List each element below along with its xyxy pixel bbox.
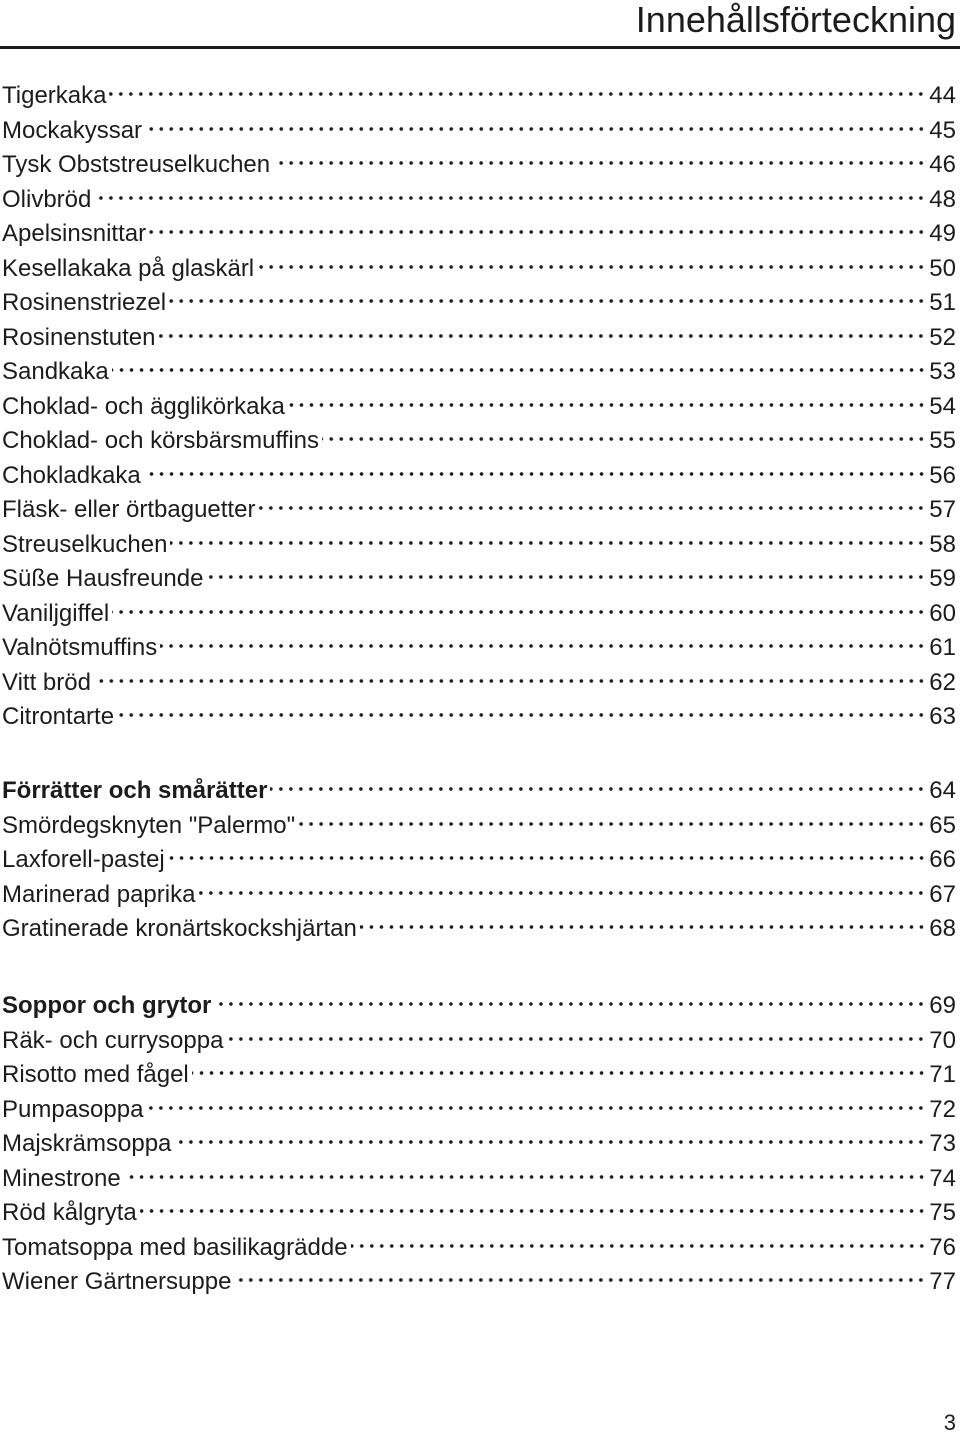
- toc-entry-label: Tomatsoppa med basilikagrädde: [2, 1233, 348, 1261]
- toc-section-starters: [2, 774, 956, 947]
- toc-entry-page: 77: [929, 1268, 956, 1295]
- dot-leader: [124, 1174, 927, 1180]
- toc-entry-page: 74: [929, 1164, 956, 1192]
- toc-entry-label: Fläsk- eller örtbaguetter: [2, 496, 256, 523]
- dot-leader: [273, 160, 926, 166]
- toc-entry-label: Valnötsmuffins: [2, 634, 158, 661]
- toc-section-heading[interactable]: [2, 774, 956, 809]
- toc-entry-label: Wiener Gärtnersuppe: [2, 1268, 232, 1295]
- toc-entry-page: 75: [929, 1199, 956, 1226]
- toc-entry-page: 46: [929, 151, 956, 178]
- page-number: 3: [943, 1410, 956, 1435]
- toc-entry[interactable]: [2, 286, 956, 321]
- dot-leader: [168, 855, 927, 861]
- toc-entry-label: Tigerkaka: [2, 82, 107, 109]
- toc-entry-page: 59: [929, 565, 956, 592]
- toc-entry-page: 53: [929, 358, 956, 385]
- toc-entry-label: Citrontarte: [2, 703, 115, 730]
- dot-leader: [192, 1070, 927, 1076]
- toc-entry-page: 66: [929, 846, 956, 873]
- toc-entry[interactable]: [2, 1265, 956, 1300]
- toc-entry-page: 49: [929, 220, 956, 247]
- toc-entry-page: 65: [929, 811, 956, 839]
- dot-leader: [322, 436, 926, 442]
- toc-entry[interactable]: [2, 355, 956, 390]
- dot-leader: [360, 924, 926, 930]
- toc-entry[interactable]: [2, 114, 956, 149]
- dot-leader: [158, 333, 926, 339]
- toc-entry[interactable]: [2, 631, 956, 666]
- toc-entry-page: 48: [929, 185, 956, 213]
- toc-entry[interactable]: [2, 1058, 956, 1093]
- toc-entry-label: Vaniljgiffel: [2, 599, 110, 627]
- toc-entry-page: 62: [929, 668, 956, 696]
- toc-entry-label: Apelsinsnittar: [2, 220, 147, 247]
- toc-entry-label: Choklad- och ägglikörkaka: [2, 392, 285, 420]
- toc-entry-page: 58: [929, 530, 956, 558]
- toc-entry-label: Chokladkaka: [2, 461, 141, 489]
- dot-leader: [94, 195, 926, 201]
- toc-entry-label: Rosinenstriezel: [2, 289, 167, 316]
- toc-entry-page: 50: [929, 254, 956, 282]
- toc-entry[interactable]: [2, 1127, 956, 1162]
- dot-leader: [174, 1139, 926, 1145]
- title-divider: [0, 46, 960, 49]
- dot-leader: [257, 264, 926, 270]
- dot-leader: [112, 609, 926, 615]
- toc-entry-page: 55: [929, 427, 956, 454]
- dot-leader: [206, 574, 926, 580]
- toc-entry-label: Rosinenstuten: [2, 323, 156, 351]
- dot-leader: [198, 890, 926, 896]
- dot-leader: [94, 678, 926, 684]
- toc-entry[interactable]: [2, 424, 956, 459]
- toc-entry-page: 63: [929, 703, 956, 730]
- toc-entry[interactable]: [2, 666, 956, 701]
- dot-leader: [117, 712, 926, 718]
- toc-heading-label: Förrätter och smårätter: [2, 777, 268, 804]
- dot-leader: [214, 1001, 926, 1007]
- toc-entry[interactable]: [2, 459, 956, 494]
- toc-entry-label: Röd kålgryta: [2, 1199, 137, 1226]
- toc-entry-page: 57: [929, 496, 956, 523]
- toc-heading-page: 69: [929, 992, 956, 1019]
- toc-entry-label: Minestrone: [2, 1164, 121, 1192]
- toc-entry[interactable]: [2, 1196, 956, 1231]
- toc-entry-label: Süße Hausfreunde: [2, 565, 204, 592]
- toc-entry-page: 61: [929, 634, 956, 661]
- toc-heading-page: 64: [929, 777, 956, 804]
- toc-entry-label: Smördegsknyten "Palermo": [2, 811, 296, 839]
- dot-leader: [149, 229, 926, 235]
- dot-leader: [270, 786, 926, 792]
- toc-entry[interactable]: [2, 912, 956, 947]
- dot-leader: [144, 471, 927, 477]
- dot-leader: [170, 540, 926, 546]
- toc-entry[interactable]: [2, 1093, 956, 1128]
- toc-entry[interactable]: [2, 700, 956, 735]
- toc-entry[interactable]: [2, 528, 956, 563]
- toc-entry[interactable]: [2, 597, 956, 632]
- toc-entry-label: Risotto med fågel: [2, 1061, 189, 1088]
- toc-entry-label: Marinerad paprika: [2, 880, 196, 908]
- toc-entry-page: 44: [929, 82, 956, 109]
- dot-leader: [160, 643, 926, 649]
- toc-entry-page: 67: [929, 880, 956, 908]
- toc-entry[interactable]: [2, 79, 956, 114]
- toc-entry-label: Olivbröd: [2, 185, 92, 213]
- toc-entry[interactable]: [2, 493, 956, 528]
- toc-entry-label: Vitt bröd: [2, 668, 91, 696]
- toc-entry-page: 52: [929, 323, 956, 351]
- toc-entry-label: Laxforell-pastej: [2, 846, 165, 873]
- toc-entry-page: 70: [929, 1026, 956, 1054]
- dot-leader: [351, 1243, 927, 1249]
- toc-entry-page: 60: [929, 599, 956, 627]
- toc-entry-label: Gratinerade kronärtskockshjärtan: [2, 915, 357, 942]
- toc-entry[interactable]: [2, 809, 956, 844]
- toc-entry[interactable]: [2, 1162, 956, 1197]
- toc-entry-page: 54: [929, 392, 956, 420]
- toc-entry-label: Sandkaka: [2, 358, 109, 385]
- toc-entry[interactable]: [2, 1024, 956, 1059]
- toc-entry[interactable]: [2, 878, 956, 913]
- dot-leader: [140, 1208, 927, 1214]
- toc-section-baking: [2, 79, 956, 735]
- dot-leader: [145, 126, 926, 132]
- toc-entry[interactable]: [2, 217, 956, 252]
- toc-entry-page: 73: [929, 1130, 956, 1157]
- toc-entry[interactable]: [2, 183, 956, 218]
- toc-entry-page: 45: [929, 116, 956, 144]
- toc-entry-label: Streuselkuchen: [2, 530, 168, 558]
- dot-leader: [234, 1277, 926, 1283]
- toc-heading-label: Soppor och grytor: [2, 992, 212, 1019]
- toc-entry-page: 56: [929, 461, 956, 489]
- toc-entry[interactable]: [2, 321, 956, 356]
- dot-leader: [169, 298, 926, 304]
- dot-leader: [258, 505, 926, 511]
- toc-entry[interactable]: [2, 390, 956, 425]
- toc-entry-label: Kesellakaka på glaskärl: [2, 254, 255, 282]
- toc-entry[interactable]: [2, 843, 956, 878]
- toc-entry[interactable]: [2, 562, 956, 597]
- toc-entry-page: 76: [929, 1233, 956, 1261]
- page-title: Innehållsförteckning: [635, 0, 956, 40]
- toc-entry-page: 72: [929, 1095, 956, 1123]
- toc-entry-label: Tysk Obststreuselkuchen: [2, 151, 271, 178]
- dot-leader: [146, 1105, 926, 1111]
- dot-leader: [298, 821, 926, 827]
- toc-entry-page: 71: [929, 1061, 956, 1088]
- toc-entry-label: Majskrämsoppa: [2, 1130, 172, 1157]
- toc-entry-label: Pumpasoppa: [2, 1095, 144, 1123]
- toc-entry[interactable]: [2, 148, 956, 183]
- toc-entry-page: 68: [929, 915, 956, 942]
- toc-entry-label: Räk- och currysoppa: [2, 1026, 224, 1054]
- dot-leader: [288, 402, 926, 408]
- dot-leader: [226, 1036, 926, 1042]
- toc-entry[interactable]: [2, 1231, 956, 1266]
- toc-section-soups: [2, 989, 956, 1300]
- dot-leader: [112, 367, 927, 373]
- toc-entry[interactable]: [2, 252, 956, 287]
- toc-entry-page: 51: [929, 289, 956, 316]
- toc-entry-label: Choklad- och körsbärsmuffins: [2, 427, 320, 454]
- toc-entry-label: Mockakyssar: [2, 116, 143, 144]
- toc-section-heading[interactable]: [2, 989, 956, 1024]
- dot-leader: [109, 91, 926, 97]
